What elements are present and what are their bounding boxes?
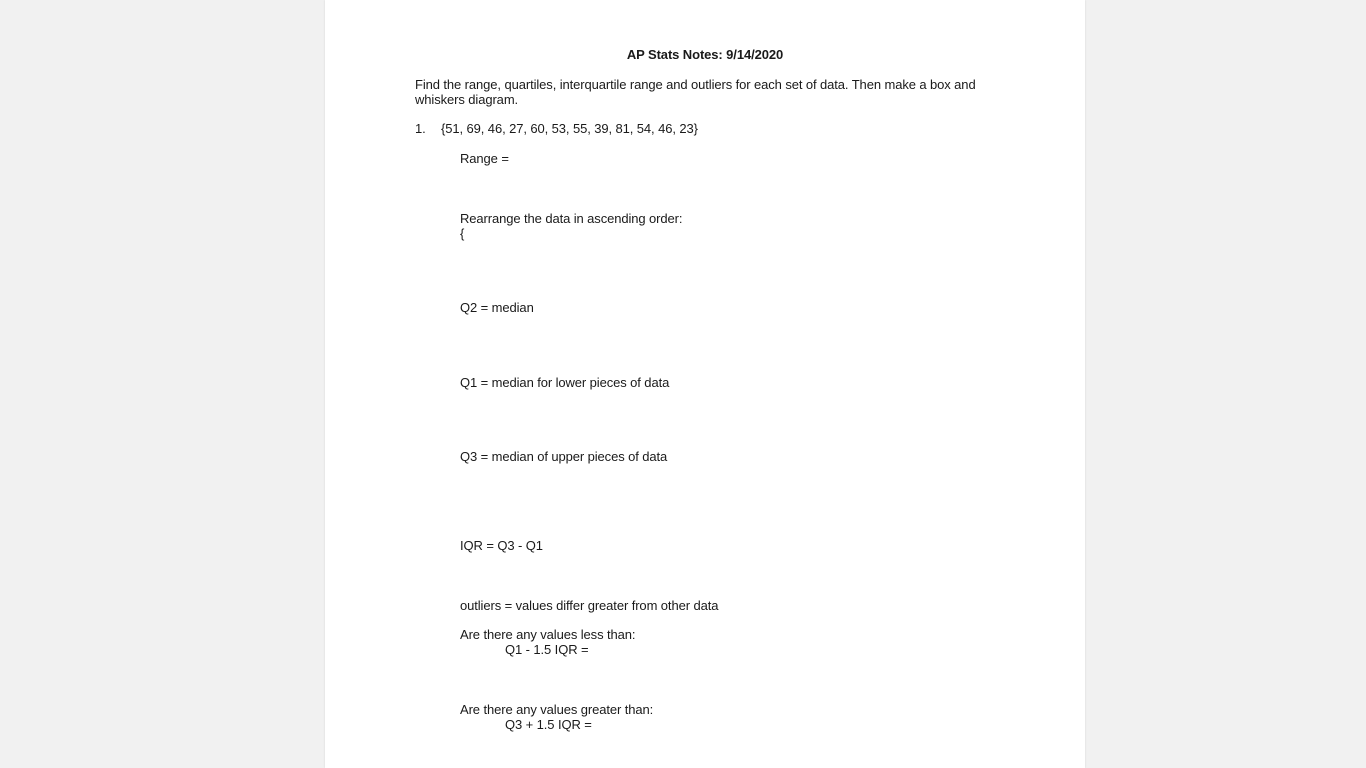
- rearrange-prompt: Rearrange the data in ascending order:: [460, 211, 683, 226]
- problem-data-set: {51, 69, 46, 27, 60, 53, 55, 39, 81, 54, 46, 23}: [441, 121, 698, 136]
- lower-fence-prompt: Q1 - 1.5 IQR =: [505, 642, 589, 657]
- instructions-text: Find the range, quartiles, interquartile range and outliers for each set of data. Then make a box and whiskers diagram.: [415, 77, 976, 107]
- problem-number: 1.: [415, 121, 426, 136]
- greater-than-prompt: Are there any values greater than:: [460, 702, 654, 717]
- outliers-definition: outliers = values differ greater from other data: [460, 598, 719, 613]
- q1-prompt: Q1 = median for lower pieces of data: [460, 375, 670, 390]
- page-title: AP Stats Notes: 9/14/2020: [626, 47, 784, 62]
- document-page: [325, 0, 1085, 768]
- iqr-prompt: IQR = Q3 - Q1: [460, 538, 543, 553]
- q2-prompt: Q2 = median: [460, 300, 534, 315]
- range-prompt: Range =: [460, 151, 509, 166]
- upper-fence-prompt: Q3 + 1.5 IQR =: [505, 717, 592, 732]
- ascending-order-brace: {: [460, 226, 465, 241]
- q3-prompt: Q3 = median of upper pieces of data: [460, 449, 668, 464]
- less-than-prompt: Are there any values less than:: [460, 627, 636, 642]
